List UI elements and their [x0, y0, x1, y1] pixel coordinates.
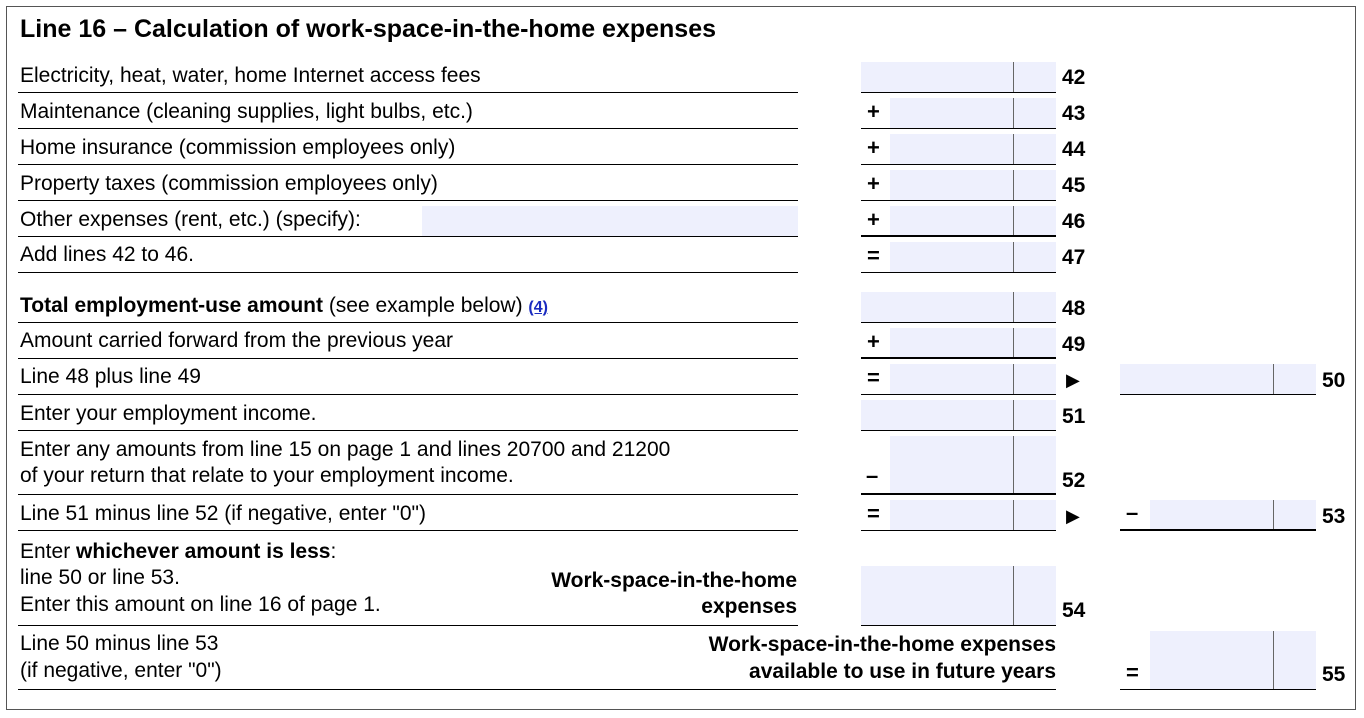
line-45-number: 45 — [1062, 174, 1086, 197]
line-54-label-3: Enter this amount on line 16 of page 1. — [20, 593, 381, 616]
line-53-label: Line 51 minus line 52 (if negative, enter "0") — [20, 502, 426, 525]
line-51-input[interactable] — [861, 400, 1056, 431]
line-43-input[interactable] — [890, 98, 1056, 129]
line-54-caption-1: Work-space-in-the-home — [551, 569, 797, 592]
line-49-label: Amount carried forward from the previous year — [20, 329, 454, 352]
line-49-number: 49 — [1062, 333, 1086, 356]
line-50-number: 50 — [1322, 369, 1346, 392]
line-52-label-2: of your return that relate to your employment income. — [20, 464, 514, 487]
line-55-number: 55 — [1322, 663, 1346, 686]
line-54-input[interactable] — [861, 566, 1056, 625]
line-45-input[interactable] — [890, 170, 1056, 201]
line-54-caption-2: expenses — [701, 595, 797, 618]
line-50-label: Line 48 plus line 49 — [20, 365, 201, 388]
line-54-label-post: : — [330, 540, 337, 563]
row-rule — [18, 430, 798, 431]
line-47-number: 47 — [1062, 246, 1086, 269]
line-51-number: 51 — [1062, 405, 1086, 428]
total-rule — [861, 493, 1056, 495]
line-49-input[interactable] — [890, 328, 1056, 358]
field-rule — [1120, 394, 1316, 395]
equals-sign: = — [867, 365, 880, 390]
plus-sign: + — [867, 135, 880, 160]
line-44-number: 44 — [1062, 138, 1086, 161]
field-rule — [861, 430, 1056, 431]
line-52-label-1: Enter any amounts from line 15 on page 1 and lines 20700 and 21200 — [20, 438, 671, 461]
line-42-label: Electricity, heat, water, home Internet access fees — [20, 64, 481, 87]
plus-sign: + — [867, 207, 880, 232]
line-54-number: 54 — [1062, 599, 1086, 622]
line-47-label: Add lines 42 to 46. — [20, 243, 194, 266]
form-title: Line 16 – Calculation of work-space-in-the-home expenses — [20, 15, 717, 43]
line-53-calc-input[interactable] — [890, 500, 1056, 531]
line-44-label: Home insurance (commission employees only) — [20, 136, 456, 159]
line-55-label-2: (if negative, enter "0") — [20, 659, 222, 682]
field-rule — [861, 128, 1056, 129]
minus-sign: – — [1126, 500, 1139, 525]
row-rule — [18, 128, 798, 129]
line-54-label-1 — [20, 539, 336, 565]
line-46-input[interactable] — [890, 206, 1056, 236]
total-rule — [861, 357, 1056, 359]
row-rule — [18, 272, 798, 273]
plus-sign: + — [867, 99, 880, 124]
row-rule — [18, 200, 798, 201]
footnote-4-link[interactable]: (4) — [528, 299, 548, 316]
line-43-label: Maintenance (cleaning supplies, light bulbs, etc.) — [20, 100, 473, 123]
line-55-label-1: Line 50 minus line 53 — [20, 632, 219, 655]
line-48-number: 48 — [1062, 297, 1086, 320]
field-rule — [1120, 689, 1316, 690]
line-53-number: 53 — [1322, 505, 1346, 528]
line-48-input[interactable] — [861, 292, 1056, 323]
row-rule — [18, 322, 798, 323]
line-54-label-bold: whichever amount is less — [76, 540, 331, 563]
line-48-label-rest: (see example below) — [322, 294, 529, 317]
line-50-calc-input[interactable] — [890, 364, 1056, 395]
line-51-label: Enter your employment income. — [20, 402, 317, 425]
line-42-input[interactable] — [861, 62, 1056, 93]
field-rule — [861, 625, 1056, 626]
row-rule — [18, 164, 798, 165]
row-rule — [18, 92, 798, 93]
field-rule — [861, 200, 1056, 201]
minus-sign: – — [866, 463, 879, 488]
field-rule — [861, 164, 1056, 165]
line-46-label: Other expenses (rent, etc.) (specify): — [20, 208, 361, 231]
line-55-input[interactable] — [1150, 631, 1316, 689]
line-48-label — [20, 293, 548, 321]
row-rule — [18, 689, 1056, 690]
row-rule — [18, 358, 798, 359]
field-rule — [861, 394, 1056, 395]
row-rule — [18, 530, 798, 531]
field-rule — [861, 272, 1056, 273]
line-48-label-bold: Total employment-use amount — [20, 294, 323, 317]
line-54-label-pre: Enter — [20, 540, 77, 563]
field-rule — [861, 530, 1056, 531]
line-46-number: 46 — [1062, 210, 1086, 233]
plus-sign: + — [867, 171, 880, 196]
row-rule — [18, 236, 798, 237]
line-47-input[interactable] — [890, 242, 1056, 273]
line-54-label-2: line 50 or line 53. — [20, 566, 180, 589]
line-52-number: 52 — [1062, 469, 1086, 492]
line-52-input[interactable] — [890, 436, 1056, 493]
plus-sign: + — [867, 329, 880, 354]
row-rule — [18, 625, 494, 626]
line-53-input[interactable] — [1150, 500, 1316, 530]
equals-sign: = — [867, 501, 880, 526]
line-45-label: Property taxes (commission employees only) — [20, 172, 438, 195]
line-55-caption-1: Work-space-in-the-home expenses — [708, 633, 1056, 656]
line-55-caption-2: available to use in future years — [749, 660, 1056, 683]
line-42-number: 42 — [1062, 66, 1086, 89]
line-44-input[interactable] — [890, 134, 1056, 165]
field-rule — [861, 322, 1056, 323]
row-rule — [18, 494, 798, 495]
equals-sign: = — [1126, 660, 1139, 685]
line-50-input[interactable] — [1120, 364, 1316, 395]
other-expenses-specify-input[interactable] — [422, 206, 798, 236]
equals-sign: = — [867, 243, 880, 268]
total-rule — [1120, 529, 1316, 531]
arrow-right-icon: ▶ — [1066, 506, 1080, 526]
field-rule — [861, 92, 1056, 93]
row-rule — [18, 394, 798, 395]
line-43-number: 43 — [1062, 102, 1086, 125]
row-rule — [494, 625, 798, 626]
total-rule — [861, 235, 1056, 237]
arrow-right-icon: ▶ — [1066, 370, 1080, 390]
